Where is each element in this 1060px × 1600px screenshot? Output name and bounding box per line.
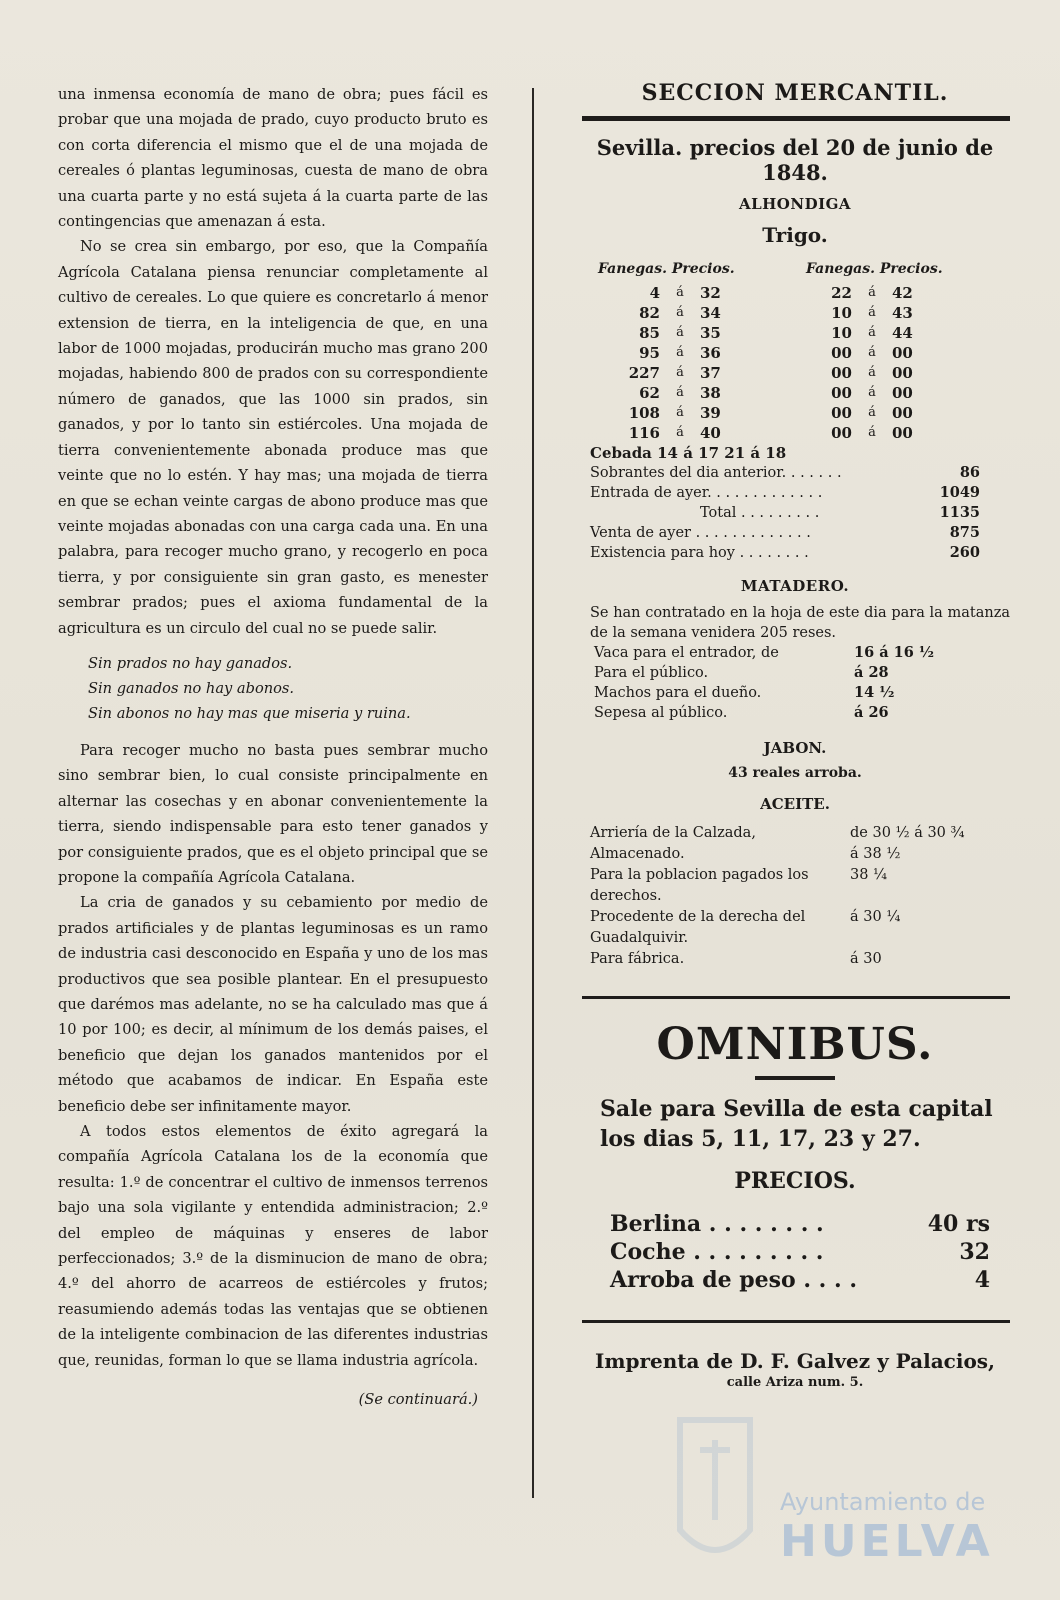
price-row <box>598 303 778 323</box>
printer-address: calle Ariza num. 5. <box>726 1375 864 1390</box>
price-value: 00 <box>892 364 913 382</box>
aceite-row <box>570 844 1020 865</box>
omnibus-price-value: 4 <box>974 1267 990 1293</box>
fanegas-value: 4 <box>649 284 660 302</box>
short-rule <box>755 1076 835 1080</box>
ledger-value: 875 <box>949 524 980 541</box>
matadero-value: á 26 <box>854 704 889 721</box>
price-row <box>598 363 778 383</box>
price-row <box>806 303 986 323</box>
printer-imprint: Imprenta de D. F. Galvez y Palacios, <box>594 1349 996 1373</box>
price-value: 00 <box>892 404 913 422</box>
price-separator: á <box>868 425 876 440</box>
verse-line: Sin abonos no hay mas que miseria y ruina. <box>88 704 411 722</box>
continued-note: (Se continuará.) <box>358 1391 478 1409</box>
left-column <box>58 82 488 1413</box>
price-row <box>806 283 986 303</box>
paragraph-3: Para recoger mucho no basta pues sembrar mucho sino sembrar bien, lo cual consiste principalmente en alternar las cosechas y en abonar convenientemente la tierra, siendo indispensable para esto tener ganados y por consiguiente prados, que es el objeto principal que se propone la compañía Agrícola Catalana. <box>58 741 488 886</box>
omnibus-rule <box>582 996 1010 999</box>
fanegas-value: 116 <box>628 424 660 442</box>
omnibus-price-label: Berlina . . . . . . . . <box>610 1211 824 1237</box>
fanegas-value: 22 <box>831 284 852 302</box>
ledger-label: Sobrantes del dia anterior. . . . . . . <box>590 465 842 481</box>
aceite-value: á 30 ¼ <box>850 909 901 925</box>
section-title: SECCION MERCANTIL. <box>641 80 949 106</box>
omnibus-price-row <box>570 1266 1020 1294</box>
verse-line: Sin ganados no hay abonos. <box>88 679 295 697</box>
alhondiga-heading: ALHONDIGA <box>738 195 852 213</box>
price-row <box>598 383 778 403</box>
price-row <box>598 323 778 343</box>
price-row <box>806 423 986 443</box>
aceite-value: á 38 ½ <box>850 846 901 862</box>
price-value: 39 <box>700 404 721 422</box>
column-header: Fanegas. Precios. <box>806 261 943 277</box>
price-value: 42 <box>892 284 913 302</box>
price-row <box>806 383 986 403</box>
matadero-label: Para el público. <box>594 665 709 681</box>
matadero-value: á 28 <box>854 664 889 681</box>
jabon-price: 43 reales arroba. <box>728 765 862 781</box>
fanegas-value: 10 <box>831 304 852 322</box>
price-separator: á <box>676 385 684 400</box>
fanegas-value: 00 <box>831 424 852 442</box>
aceite-row <box>570 907 1020 949</box>
ledger-row <box>590 503 980 523</box>
price-row <box>598 423 778 443</box>
price-separator: á <box>676 285 684 300</box>
ledger-row <box>590 523 980 543</box>
matadero-value: 14 ½ <box>854 684 895 701</box>
aceite-heading: ACEITE. <box>760 795 830 813</box>
fanegas-value: 62 <box>639 384 660 402</box>
aceite-row <box>570 865 1020 907</box>
matadero-row <box>570 703 1020 723</box>
price-value: 35 <box>700 324 721 342</box>
price-value: 40 <box>700 424 721 442</box>
price-value: 00 <box>892 384 913 402</box>
price-separator: á <box>676 305 684 320</box>
fanegas-value: 00 <box>831 384 852 402</box>
price-row <box>598 343 778 363</box>
price-value: 00 <box>892 424 913 442</box>
fanegas-value: 10 <box>831 324 852 342</box>
fanegas-value: 108 <box>628 404 660 422</box>
ledger-value: 1049 <box>939 484 980 501</box>
paragraph-5: A todos estos elementos de éxito agregará la compañía Agrícola Catalana los de la economía que resulta: 1.º de concentrar el cultivo de inmensos terrenos bajo una sola vigilante y entendida administracion; 2.º del empleo de máquinas y enseres de labor perfeccionados; 3.º de la disminucion de mano de obra; 4.º del ahorro de acarreos de estiércoles y frutos; reasumiendo además todas las ventajas que se obtienen de la inteligente combinacion de las diferentes industrias que, reunidas, forman lo que se llama industria agrícola. <box>58 1123 488 1369</box>
omnibus-price-value: 40 rs <box>927 1211 990 1237</box>
wheat-price-table <box>570 261 1020 443</box>
price-value: 32 <box>700 284 721 302</box>
ledger-label: Venta de ayer . . . . . . . . . . . . . <box>590 525 811 541</box>
paragraph-1: una inmensa economía de mano de obra; pues fácil es probar que una mojada de prado, cuyo producto bruto es con corta diferencia el mismo que el de una mojada de cereales ó plantas leguminosas, cuesta de mano de obra una cuarta parte y no está sujeta á la cuarta parte de las contingencias que amenazan á esta. <box>58 86 488 231</box>
watermark-text: Ayuntamiento de <box>780 1488 986 1516</box>
wheat-column-right <box>806 261 986 443</box>
price-value: 37 <box>700 364 721 382</box>
omnibus-schedule: Sale para Sevilla de esta capital los dias 5, 11, 17, 23 y 27. <box>600 1096 993 1152</box>
fanegas-value: 82 <box>639 304 660 322</box>
cebada-row: Cebada 14 á 17 21 á 18 <box>590 444 787 462</box>
matadero-text: Se han contratado en la hoja de este dia para la matanza de la semana venidera 205 reses. <box>590 605 1010 641</box>
price-separator: á <box>676 365 684 380</box>
aceite-row <box>570 949 1020 970</box>
price-separator: á <box>868 305 876 320</box>
matadero-value: 16 á 16 ½ <box>854 644 935 661</box>
aceite-value: de 30 ½ á 30 ¾ <box>850 825 965 841</box>
verse-line: Sin prados no hay ganados. <box>88 654 293 672</box>
matadero-row <box>570 663 1020 683</box>
fanegas-value: 95 <box>639 344 660 362</box>
ledger-label: Existencia para hoy . . . . . . . . <box>590 545 809 561</box>
fanegas-value: 00 <box>831 344 852 362</box>
aceite-label: Para fábrica. <box>590 951 685 967</box>
fanegas-value: 00 <box>831 364 852 382</box>
footer-rule <box>582 1320 1010 1323</box>
price-row <box>598 403 778 423</box>
price-separator: á <box>868 365 876 380</box>
price-separator: á <box>676 425 684 440</box>
ledger-row <box>590 463 980 483</box>
ledger-value: 260 <box>949 544 980 561</box>
fanegas-value: 00 <box>831 404 852 422</box>
aceite-label: Procedente de la derecha del Guadalquivir. <box>590 909 806 946</box>
price-row <box>806 403 986 423</box>
price-value: 44 <box>892 324 913 342</box>
wheat-column-left <box>598 261 778 443</box>
omnibus-price-row <box>570 1238 1020 1266</box>
aceite-label: Para la poblacion pagados los derechos. <box>590 867 809 904</box>
price-value: 36 <box>700 344 721 362</box>
ledger-row <box>590 543 980 563</box>
price-row <box>806 363 986 383</box>
aceite-label: Arriería de la Calzada, <box>590 825 756 841</box>
aceite-row <box>570 823 1020 844</box>
price-value: 38 <box>700 384 721 402</box>
price-value: 43 <box>892 304 913 322</box>
price-separator: á <box>676 325 684 340</box>
omnibus-price-row <box>570 1210 1020 1238</box>
verse-block <box>88 651 488 726</box>
watermark-text: HUELVA <box>780 1516 994 1567</box>
aceite-value: á 30 <box>850 951 882 967</box>
omnibus-price-label: Arroba de peso . . . . <box>610 1267 857 1293</box>
price-row <box>806 343 986 363</box>
ledger-label: Entrada de ayer. . . . . . . . . . . . . <box>590 485 823 501</box>
matadero-label: Vaca para el entrador, de <box>594 645 779 661</box>
fanegas-value: 85 <box>639 324 660 342</box>
price-separator: á <box>868 325 876 340</box>
matadero-prices <box>570 643 1020 723</box>
matadero-row <box>570 683 1020 703</box>
price-separator: á <box>868 345 876 360</box>
matadero-row <box>570 643 1020 663</box>
section-rule <box>582 116 1010 121</box>
ledger-value: 86 <box>959 464 980 481</box>
trigo-heading: Trigo. <box>762 223 828 247</box>
jabon-heading: JABON. <box>763 739 827 757</box>
price-value: 00 <box>892 344 913 362</box>
paragraph-4: La cria de ganados y su cebamiento por medio de prados artificiales y de plantas leguminosas es un ramo de industria casi desconocido en España y uno de los mas productivos que sea posible plantear. En el presupuesto que darémos mas adelante, no se ha calculado mas que á 10 por 100; es decir, al mínimum de los demás paises, el beneficio que dejan los ganados mantenidos por el método que acabamos de indicar. En España este beneficio debe ser infinitamente mayor. <box>58 894 488 1115</box>
omnibus-price-label: Coche . . . . . . . . . <box>610 1239 824 1265</box>
price-separator: á <box>868 385 876 400</box>
price-separator: á <box>868 405 876 420</box>
ledger-label: Total . . . . . . . . . <box>700 505 820 521</box>
ledger-value: 1135 <box>939 504 980 521</box>
aceite-prices <box>570 823 1020 970</box>
price-row <box>806 323 986 343</box>
price-separator: á <box>868 285 876 300</box>
grain-ledger <box>570 463 1020 563</box>
price-row <box>598 283 778 303</box>
aceite-label: Almacenado. <box>590 846 685 862</box>
matadero-label: Machos para el dueño. <box>594 685 762 701</box>
ledger-row <box>590 483 980 503</box>
aceite-value: 38 ¼ <box>850 867 888 883</box>
matadero-label: Sepesa al público. <box>594 705 728 721</box>
fanegas-value: 227 <box>628 364 660 382</box>
omnibus-price-value: 32 <box>959 1239 990 1265</box>
column-divider <box>532 88 534 1498</box>
price-value: 34 <box>700 304 721 322</box>
column-header: Fanegas. Precios. <box>598 261 735 277</box>
omnibus-prices <box>570 1210 1020 1294</box>
price-separator: á <box>676 405 684 420</box>
right-column <box>570 68 1020 1390</box>
paragraph-2: No se crea sin embargo, por eso, que la Compañía Agrícola Catalana piensa renunciar completamente al cultivo de cereales. Lo que quiere es concretarlo á menor extension de tierra, en la inteligencia de que, en una labor de 1000 mojadas, producirán mucho mas grano 200 mojadas, habiendo 800 de prados con su correspondiente número de ganados, que las 1000 sin prados, sin ganados, y por lo tanto sin estiércoles. Una mojada de tierra convenientemente abonada produce mas que veinte que no lo estén. Y hay mas; una mojada de tierra en que se echan veinte cargas de abono produce mas que veinte mojadas abonadas con una carga cada una. En una palabra, para recoger mucho grano, y recogerlo en poca tierra, y por consiguiente sin gran gasto, es menester sembrar prados; pues el axioma fundamental de la agricultura es un circulo del cual no se puede salir. <box>58 238 488 637</box>
omnibus-heading: OMNIBUS. <box>656 1019 934 1070</box>
precios-heading: PRECIOS. <box>734 1168 856 1194</box>
price-separator: á <box>676 345 684 360</box>
price-date-heading: Sevilla. precios del 20 de junio de 1848. <box>596 135 994 185</box>
matadero-heading: MATADERO. <box>740 577 850 595</box>
